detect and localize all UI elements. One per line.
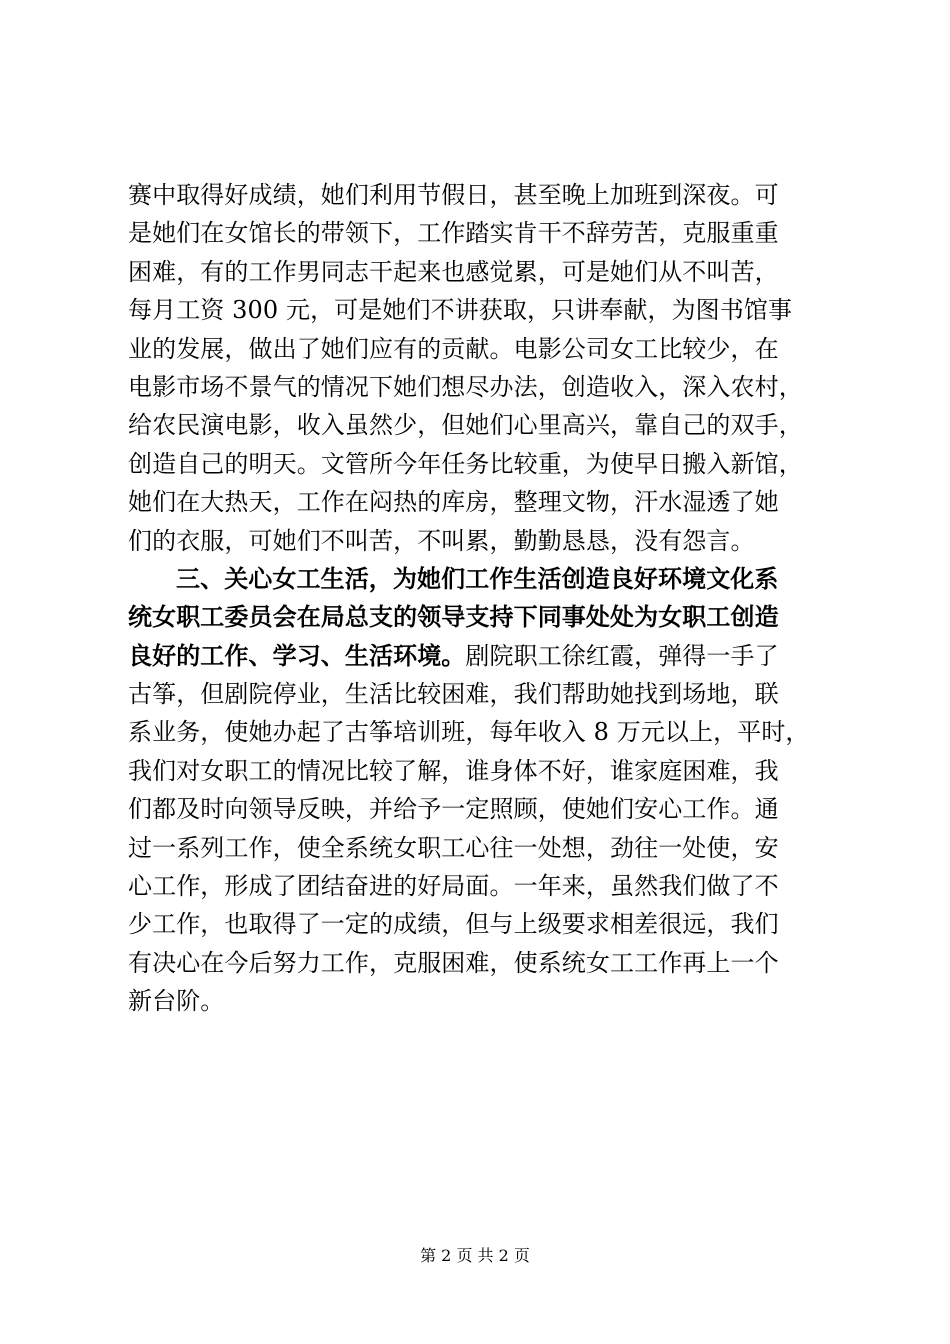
- paragraph-start: 剧院职工徐红霞，弹得一手了: [465, 641, 779, 670]
- text-line: 业的发展，做出了她们应有的贡献。电影公司女工比较少，在: [128, 334, 779, 363]
- text-line: 每月工资 300 元，可是她们不讲获取，只讲奉献，为图书馆事: [128, 296, 793, 325]
- text-line: 们的衣服，可她们不叫苦，不叫累，勤勤恳恳，没有怨言。: [128, 526, 755, 555]
- text-line: 创造自己的明天。文管所今年任务比较重，为使早日搬入新馆，: [128, 449, 803, 478]
- text-line: 古筝，但剧院停业，生活比较困难，我们帮助她找到场地，联: [128, 680, 779, 709]
- page-number-label: 第 2 页 共 2 页: [420, 1246, 530, 1265]
- section-heading-tail: 良好的工作、学习、生活环境。: [128, 640, 466, 670]
- body-text: [128, 176, 828, 1021]
- text-line: 系业务，使她办起了古筝培训班，每年收入 8 万元以上，平时，: [128, 718, 810, 747]
- page-footer: [0, 1246, 950, 1266]
- text-line: 赛中取得好成绩，她们利用节假日，甚至晚上加班到深夜。可: [128, 181, 779, 209]
- text-line: 是她们在女馆长的带领下，工作踏实肯干不辞劳苦，克服重重: [128, 219, 779, 248]
- text-line: 困难，有的工作男同志干起来也感觉累，可是她们从不叫苦，: [128, 257, 779, 286]
- text-line: 新台阶。: [128, 987, 225, 1016]
- section-heading-line: 统女职工委员会在局总支的领导支持下同事处处为女职工创造: [128, 602, 779, 632]
- text-line: 心工作，形成了团结奋进的好局面。一年来，虽然我们做了不: [128, 872, 779, 901]
- mixed-line: [128, 637, 828, 675]
- section-heading-line: 三、关心女工生活，为她们工作生活创造良好环境文化系: [176, 563, 779, 593]
- text-line: 她们在大热天，工作在闷热的库房，整理文物，汗水湿透了她: [128, 488, 779, 517]
- text-line: 们都及时向领导反映，并给予一定照顾，使她们安心工作。通: [128, 795, 779, 824]
- text-line: 过一系列工作，使全系统女职工心往一处想，劲往一处使，安: [128, 833, 779, 862]
- text-line: 给农民演电影，收入虽然少，但她们心里高兴，靠自己的双手，: [128, 411, 803, 440]
- text-line: 我们对女职工的情况比较了解，谁身体不好，谁家庭困难，我: [128, 756, 779, 785]
- text-line: 电影市场不景气的情况下她们想尽办法，创造收入，深入农村，: [128, 372, 803, 401]
- text-line: 少工作，也取得了一定的成绩，但与上级要求相差很远，我们: [128, 910, 779, 939]
- text-line: 有决心在今后努力工作，克服困难，使系统女工工作再上一个: [128, 948, 779, 977]
